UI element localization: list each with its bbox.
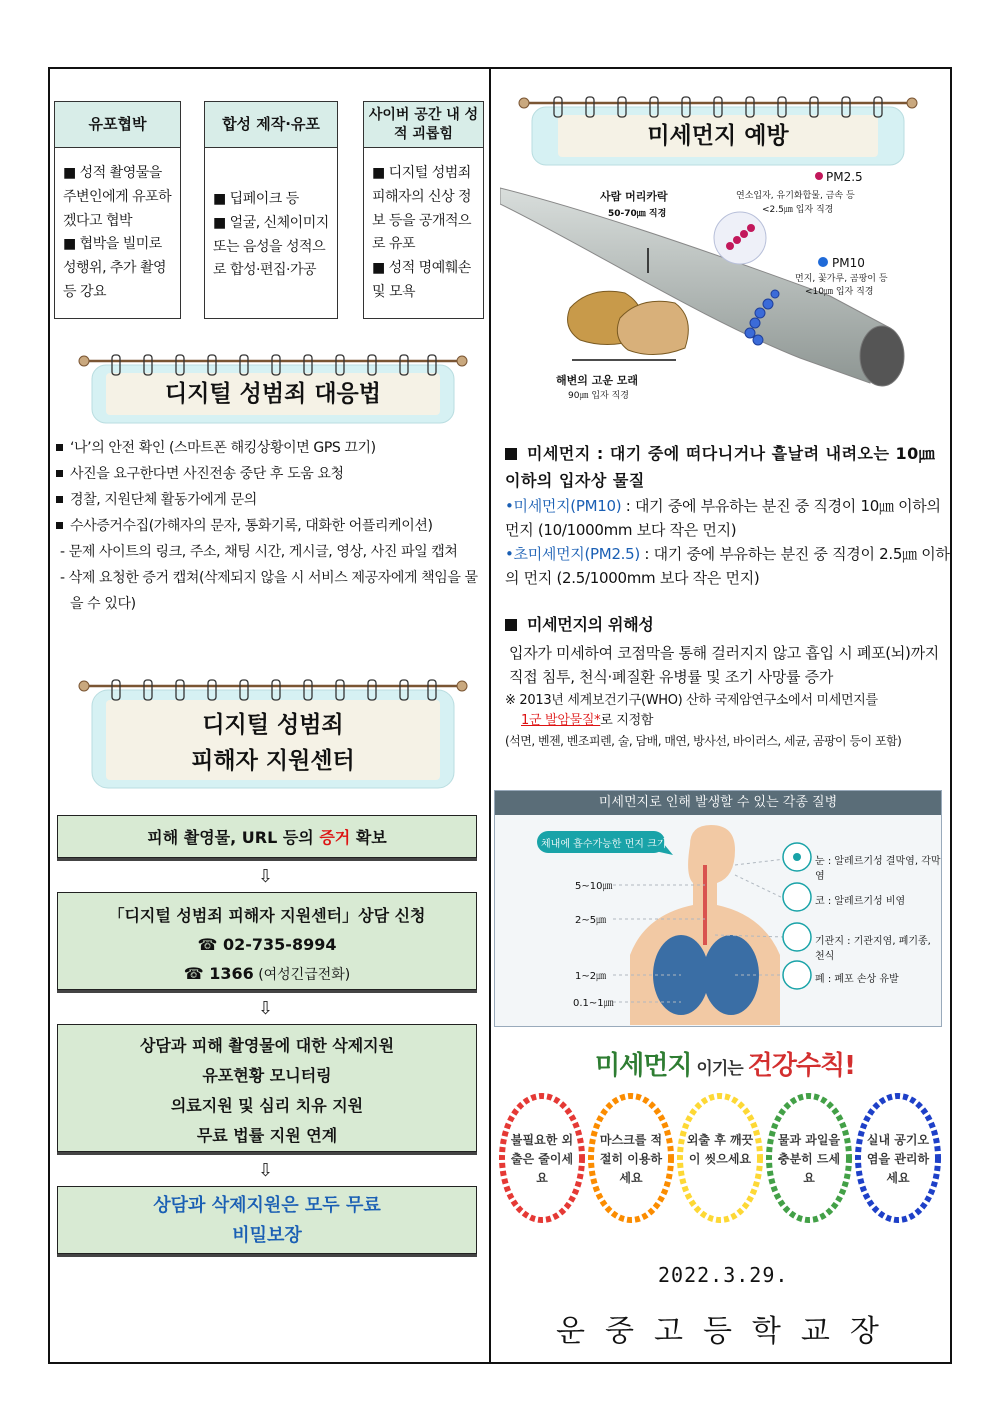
sand-label: 해변의 고운 모래	[556, 374, 639, 387]
banner-title-line1: 디지털 성범죄	[202, 712, 344, 738]
category-item: ■ 성적 명예훼손 및 모욕	[372, 260, 471, 300]
banner-title: 미세먼지 예방	[647, 123, 789, 149]
health-rule: 외출 후 깨끗이 씻으세요	[686, 1133, 754, 1166]
category-title-3: 사이버 공간 내 성적 괴롭힘	[363, 101, 484, 148]
down-arrow-icon: ⇩	[258, 866, 274, 887]
size-label: 5~10㎛	[575, 881, 613, 892]
category-item: ■ 딥페이크 등	[213, 191, 299, 207]
secret-note: 비밀보장	[232, 1225, 302, 1246]
flow-step-free	[57, 1186, 477, 1254]
list-item: ‘나’의 안전 확인 (스마트폰 해킹상황이면 GPS 끄기)	[56, 435, 488, 461]
pm25-desc: 연소입자, 유기화합물, 금속 등	[736, 191, 855, 201]
list-item: 경찰, 지원단체 활동가에게 문의	[56, 487, 488, 513]
pm25-definition: •초미세먼지(PM2.5) : 대기 중에 부유하는 분진 중 직경이 2.5㎛ 이하의 먼지 (2.5/1000mm 보다 작은 먼지)	[505, 545, 950, 587]
sand-size: 90㎛ 입자 직경	[568, 391, 629, 401]
health-rule: 물과 과일을 충분히 드세요	[777, 1133, 841, 1185]
banner-title: 디지털 성범죄 대응법	[165, 381, 381, 407]
effect-lung: 폐 : 폐포 손상 유발	[815, 974, 899, 985]
list-item: 수사증거수집(가해자의 문자, 통화기록, 대화한 어플리케이션)	[56, 513, 488, 539]
size-label: 0.1~1㎛	[573, 998, 614, 1009]
banner-title-line2: 피해자 지원센터	[191, 748, 355, 774]
pm10-label: PM10	[832, 256, 865, 270]
category-item: ■ 협박을 빌미로 성행위, 추가 촬영 등 강요	[63, 236, 167, 300]
category-title-2: 합성 제작·유포	[204, 101, 338, 148]
harm-body: 입자가 미세하여 코점막을 통해 걸러지지 않고 흡입 시 폐포(뇌)까지 직접 침투, 천식·폐질환 유병률 및 조기 사망률 증가	[509, 644, 939, 686]
dust-size-illustration	[500, 168, 910, 400]
category-item: ■ 디지털 성범죄 피해자의 신상 정보 등을 공개적으로 유포	[372, 165, 472, 253]
phone-number-emergency: ☎ 1366 (여성긴급전화)	[183, 964, 351, 983]
size-label: 1~2㎛	[575, 971, 607, 982]
disease-title: 미세먼지로 인해 발생할 수 있는 각종 질병	[495, 791, 941, 815]
support-item: 무료 법률 지원 연계	[196, 1126, 338, 1145]
down-arrow-icon: ⇩	[258, 998, 274, 1019]
pm25-label: PM2.5	[826, 170, 863, 184]
health-rule: 불필요한 외출은 줄이세요	[510, 1133, 574, 1185]
support-item: 유포현황 모니터링	[202, 1066, 332, 1085]
consult-title: 「디지털 성범죄 피해자 지원센터」상담 신청	[108, 906, 426, 925]
free-note: 상담과 삭제지원은 모두 무료	[153, 1195, 381, 1216]
size-label: 2~5㎛	[575, 915, 607, 926]
health-rule: 마스크를 적절히 이용하세요	[599, 1133, 663, 1185]
hair-label: 사람 머리카락	[600, 190, 668, 203]
document-date: 2022.3.29.	[658, 1263, 789, 1287]
banner-dust	[518, 95, 918, 170]
pm10-desc: 먼지, 꽃가루, 곰팡이 등	[795, 274, 888, 284]
category-item: ■ 얼굴, 신체이미지 또는 음성을 성적으로 합성·편집·가공	[213, 214, 329, 279]
disease-diagram	[494, 790, 942, 1027]
harm-note: ※ 2013년 세계보건기구(WHO) 산하 국제암연구소에서 미세먼지를 1군 발암물질*로 지정함 (석면, 벤젠, 벤조피렌, 술, 담배, 매연, 방사선, 바이러스, 세균, 곰팡이 등이 포함)	[505, 693, 902, 748]
down-arrow-icon: ⇩	[258, 1160, 274, 1181]
flow-step-evidence: 피해 촬영물, URL 등의 증거 확보	[57, 815, 477, 858]
support-item: 상담과 피해 촬영물에 대한 삭제지원	[139, 1036, 395, 1055]
flow-step-support	[57, 1024, 477, 1152]
category-body-1	[54, 147, 181, 319]
flow-step-consult	[57, 892, 477, 990]
effect-bronchi: 기관지 : 기관지염, 폐기종, 천식	[815, 936, 931, 962]
health-rule: 실내 공기오염을 관리하세요	[866, 1133, 930, 1185]
bubble-label: 체내에 흡수가능한 먼지 크기	[541, 839, 667, 850]
support-item: 의료지원 및 심리 치유 지원	[170, 1096, 364, 1115]
dust-harm	[505, 613, 950, 751]
phone-number: ☎ 02-735-8994	[197, 935, 337, 954]
hair-size: 50-70㎛ 직경	[608, 209, 667, 219]
dust-definition	[505, 440, 950, 590]
category-body-3	[363, 147, 484, 319]
effect-nose: 코 : 알레르기성 비염	[815, 896, 906, 907]
column-divider	[489, 67, 491, 1364]
list-item: 사진을 요구한다면 사진전송 중단 후 도움 요청	[56, 461, 488, 487]
effect-eye: 눈 : 알레르기성 결막염, 각막염	[815, 856, 941, 882]
response-list	[56, 435, 488, 617]
health-rules-title: 미세먼지 이기는 건강수칙!	[595, 1051, 855, 1081]
category-item: ■ 성적 촬영물을 주변인에게 유포하겠다고 협박	[63, 165, 172, 229]
banner-response	[78, 353, 468, 428]
definition-head: 미세먼지 : 대기 중에 떠다니거나 흩날려 내려오는 10㎛ 이하의 입자상 물질	[505, 444, 936, 490]
pm25-size: <2.5㎛ 입자 직경	[762, 205, 834, 215]
pm10-definition: •미세먼지(PM10) : 대기 중에 부유하는 분진 중 직경이 10㎛ 이하의 먼지 (10/1000mm 보다 작은 먼지)	[505, 497, 941, 539]
school-principal: 운중고등학교장	[556, 1314, 899, 1349]
category-body-2	[204, 147, 338, 319]
list-subitem: - 삭제 요청한 증거 캡쳐(삭제되지 않을 시 서비스 제공자에게 책임을 물을 수 있다)	[60, 570, 478, 612]
list-subitem: - 문제 사이트의 링크, 주소, 채팅 시간, 게시글, 영상, 사진 파일 캡쳐	[60, 544, 458, 560]
pm10-size: <10㎛ 입자 직경	[805, 287, 874, 297]
banner-support-center	[78, 678, 468, 793]
category-title-1: 유포협박	[54, 101, 181, 148]
harm-head: 미세먼지의 위해성	[505, 613, 950, 637]
